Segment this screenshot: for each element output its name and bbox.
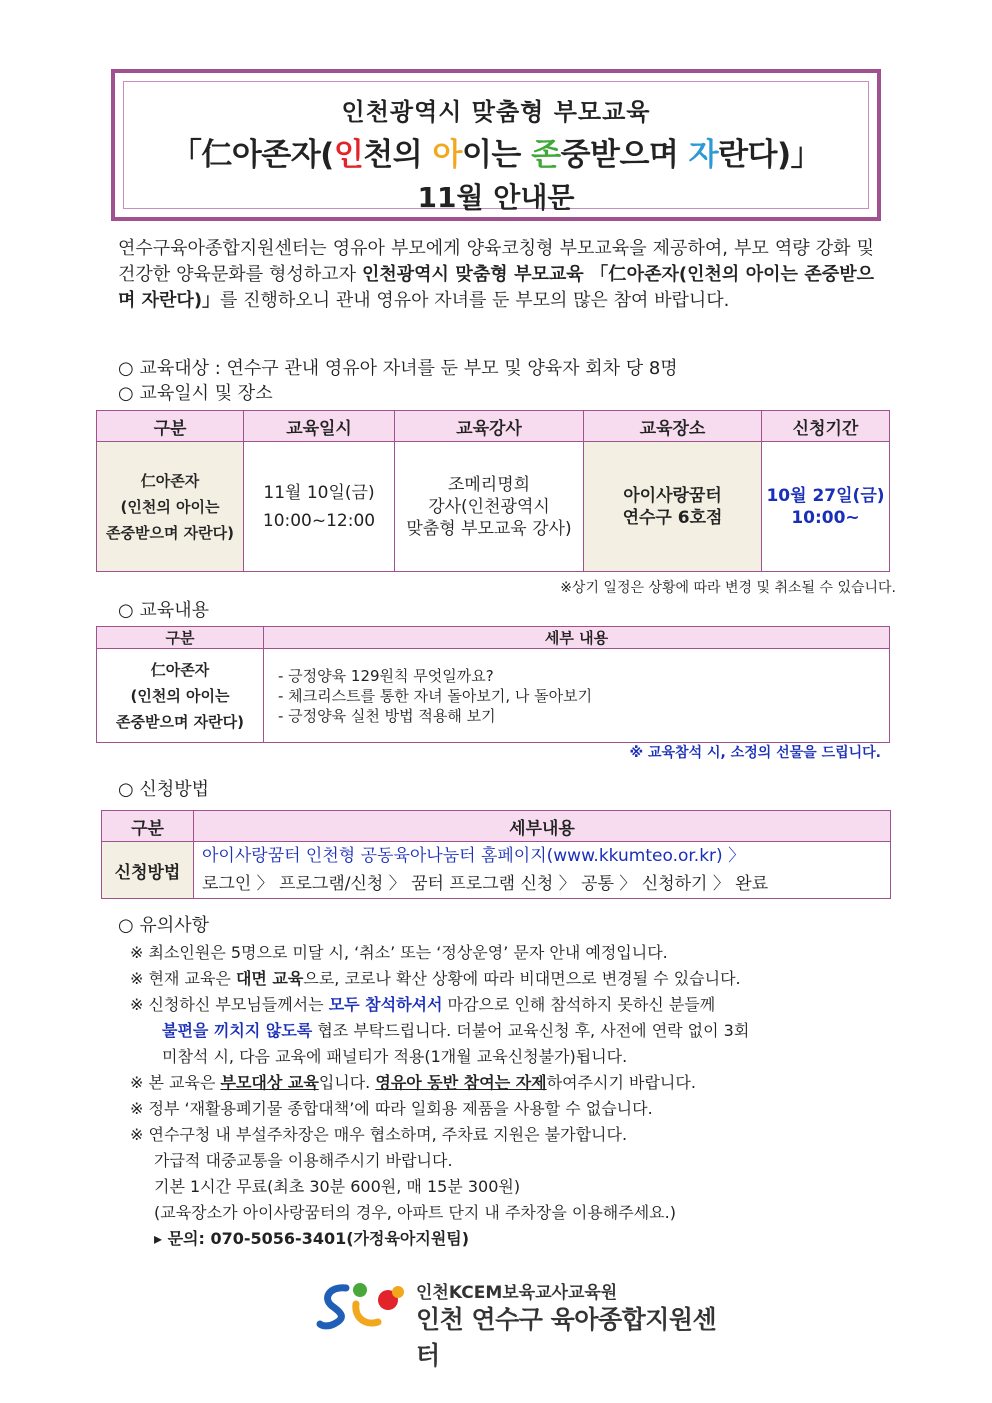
apply-table	[101, 810, 891, 899]
apply-heading: ○ 신청방법	[118, 779, 209, 800]
schedule-program-cell	[97, 442, 244, 572]
note-item: (교육장소가 아이사랑꿈터의 경우, 아파트 단지 내 주차장을 이용해주세요.)	[154, 1203, 676, 1222]
title-line2-a: 천의	[363, 137, 433, 173]
logo-icon	[316, 1278, 408, 1334]
schedule-heading: ○ 교육일시 및 장소	[118, 383, 273, 404]
title-line2-b: 아	[432, 137, 462, 173]
schedule-date: 11월 10일(금)	[263, 482, 375, 503]
note-item	[130, 1070, 749, 1096]
note-bold: 영유아 동반 참여는 자제	[375, 1073, 547, 1092]
apply-detail-cell	[194, 842, 891, 899]
gift-note: ※ 교육참석 시, 소정의 선물을 드립니다.	[629, 745, 881, 761]
title-line2-d: 존	[531, 137, 561, 173]
instructor-line: 맞춤형 부모교육 강사)	[406, 518, 572, 539]
note-item	[130, 992, 749, 1018]
schedule-header: 교육장소	[584, 411, 762, 442]
instructor-line: 강사(인천광역시	[428, 496, 550, 517]
note-text: 으로, 코로나 확산 상황에 따라 비대면으로 변경될 수 있습니다.	[303, 969, 741, 988]
logo-org-large: 인천 연수구 육아종합지원센터	[416, 1305, 717, 1370]
note-item	[130, 1018, 749, 1044]
list-item: - 긍정양육 129원칙 무엇일까요?	[278, 666, 494, 685]
content-detail-cell	[264, 649, 890, 743]
logo-org-small: 인천KCEM보육교사교육원	[416, 1283, 618, 1303]
intro-part1: 연수구육아종합지원센터는 영유아 부모에게 양육코칭형 부모교육을 제공하여, 부모 역량 강화 및 건강한 양육문화를 형성하고자	[118, 238, 874, 285]
list-item: - 긍정양육 실천 방법 적용해 보기	[278, 706, 496, 725]
program-sub2: 존중받으며 자란다)	[116, 712, 244, 731]
schedule-period-cell	[762, 442, 890, 572]
apply-link[interactable]: 아이사랑꿈터 인천형 공동육아나눔터 홈페이지(www.kkumteo.or.kr) 〉	[202, 846, 746, 866]
title-line2-e: 중받으며	[560, 137, 689, 173]
title-line2-open: 「仁아존자(	[170, 137, 334, 173]
schedule-instructor-cell	[395, 442, 584, 572]
note-text: ※ 현재 교육은	[130, 969, 236, 988]
program-name: 仁아존자	[140, 471, 200, 490]
schedule-place-cell	[584, 442, 762, 572]
schedule-header: 구분	[97, 411, 244, 442]
note-text: 협조 부탁드립니다. 더불어 교육신청 후, 사전에 연락 없이 3회	[312, 1021, 750, 1040]
program-name: 仁아존자	[150, 660, 210, 679]
notes-heading: ○ 유의사항	[118, 915, 209, 936]
title-line1: 인천광역시 맞춤형 부모교육	[341, 98, 651, 126]
note-bold: 불편을 끼치지 않도록	[162, 1021, 313, 1040]
title-line2	[124, 129, 868, 174]
note-item: ※ 정부 ‘재활용폐기물 종합대책’에 따라 일회용 제품을 사용할 수 없습니다.	[130, 1099, 653, 1118]
note-item: ※ 연수구청 내 부설주차장은 매우 협소하며, 주차료 지원은 불가합니다.	[130, 1125, 628, 1144]
schedule-note: ※상기 일정은 상황에 따라 변경 및 취소될 수 있습니다.	[560, 580, 896, 596]
content-heading: ○ 교육내용	[118, 600, 209, 621]
schedule-header: 교육일시	[244, 411, 395, 442]
contact-line: ▸ 문의: 070-5056-3401(가정육아지원팀)	[154, 1229, 470, 1248]
list-item: - 체크리스트를 통한 자녀 돌아보기, 나 돌아보기	[278, 686, 593, 705]
note-text: ※ 신청하신 부모님들께서는	[130, 995, 329, 1014]
title-line3: 11월 안내문	[417, 181, 575, 214]
content-program-cell	[97, 649, 264, 743]
schedule-header: 교육강사	[395, 411, 584, 442]
apply-header: 구분	[102, 811, 194, 842]
note-item: 미참석 시, 다음 교육에 패널티가 적용(1개월 교육신청불가)됩니다.	[162, 1047, 628, 1066]
note-text: 마감으로 인해 참석하지 못하신 분들께	[442, 995, 716, 1014]
note-bold: 부모대상 교육	[220, 1073, 319, 1092]
note-bold: 모두 참석하셔서	[328, 995, 443, 1014]
intro-bold: 인천광역시 맞춤형 부모교육 「仁아존자(인천의 아이는 존중받으며 자란다)」	[118, 264, 874, 311]
note-bold: 대면 교육	[235, 969, 304, 988]
title-box	[111, 69, 881, 221]
place-line: 연수구 6호점	[622, 507, 723, 528]
note-item: 기본 1시간 무료(최초 30분 600원, 매 15분 300원)	[154, 1177, 521, 1196]
program-sub1: (인천의 아이는	[130, 686, 230, 705]
note-item: 가급적 대중교통을 이용해주시기 바랍니다.	[154, 1151, 453, 1170]
intro-paragraph	[118, 236, 874, 314]
content-header: 구분	[97, 627, 264, 649]
notes-section	[130, 940, 749, 1252]
schedule-header: 신청기간	[762, 411, 890, 442]
instructor-line: 조메리명희	[447, 474, 531, 495]
period-time: 10:00~	[791, 507, 860, 528]
note-text: 하여주시기 바랍니다.	[546, 1073, 696, 1092]
place-line: 아이사랑꿈터	[623, 485, 722, 506]
schedule-time: 10:00~12:00	[262, 510, 376, 531]
note-text: ※ 본 교육은	[130, 1073, 221, 1092]
content-table	[96, 626, 890, 743]
title-line2-c: 이는	[461, 137, 532, 173]
title-line2-g: 란다)」	[718, 137, 822, 173]
program-sub2: 존중받으며 자란다)	[106, 523, 234, 542]
apply-steps: 로그인 〉 프로그램/신청 〉 꿈터 프로그램 신청 〉 공통 〉 신청하기 〉 완료	[202, 874, 769, 894]
apply-label: 신청방법	[102, 842, 194, 899]
content-list	[264, 666, 889, 726]
schedule-date-cell	[244, 442, 395, 572]
program-sub1: (인천의 아이는	[120, 497, 220, 516]
note-item	[130, 966, 749, 992]
title-line2-in: 인	[333, 137, 364, 173]
apply-header: 세부내용	[194, 811, 891, 842]
note-item: ※ 최소인원은 5명으로 미달 시, ‘취소’ 또는 ‘정상운영’ 문자 안내 예정입니다.	[130, 943, 668, 962]
content-header: 세부 내용	[264, 627, 890, 649]
footer-logo	[316, 1278, 736, 1370]
schedule-table	[96, 410, 890, 572]
target-line: ○ 교육대상 : 연수구 관내 영유아 자녀를 둔 부모 및 양육자 회차 당 8명	[118, 358, 678, 379]
period-date: 10월 27일(금)	[766, 485, 885, 506]
note-text: 입니다.	[318, 1073, 376, 1092]
title-line2-f: 자	[688, 137, 719, 173]
intro-part2: 를 진행하오니 관내 영유아 자녀를 둔 부모의 많은 참여 바랍니다.	[220, 290, 730, 311]
title-inner	[123, 81, 869, 214]
